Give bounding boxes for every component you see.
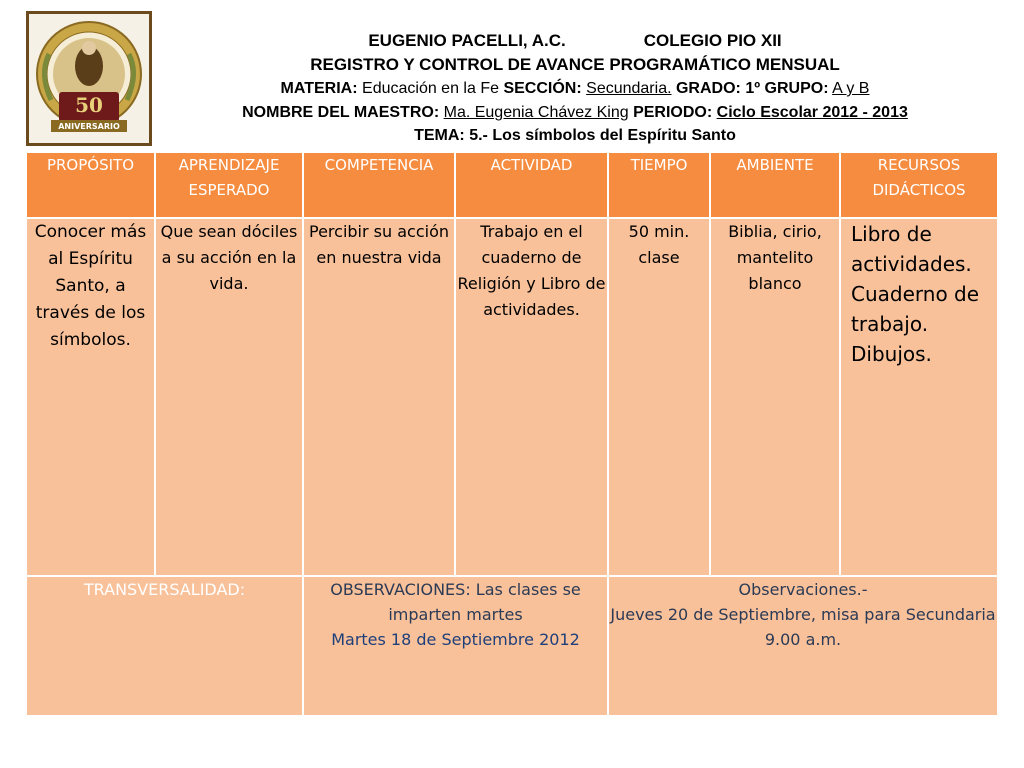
materia-label: MATERIA: — [280, 80, 358, 97]
maestro-value: Ma. Eugenia Chávez King — [443, 104, 629, 121]
header-cell: PROPÓSITO — [26, 152, 155, 218]
transversalidad-cell: TRANSVERSALIDAD: — [26, 576, 303, 716]
observaciones2-body: Jueves 20 de Septiembre, misa para Secundaria 9.00 a.m. — [610, 605, 996, 649]
table-header-row — [26, 152, 998, 218]
table-cell: Biblia, cirio, mantelito blanco — [710, 218, 840, 576]
table-row — [26, 218, 998, 576]
header-cell: AMBIENTE — [710, 152, 840, 218]
header-line-3 — [160, 79, 990, 98]
grado-label: GRADO: — [675, 80, 741, 97]
footer-row — [26, 576, 998, 716]
tema: TEMA: 5.- Los símbolos del Espíritu Santo — [414, 127, 736, 144]
table-cell: Que sean dóciles a su acción en la vida. — [155, 218, 303, 576]
header-cell: RECURSOS DIDÁCTICOS — [840, 152, 998, 218]
periodo-value: Ciclo Escolar 2012 - 2013 — [716, 104, 908, 121]
observaciones2-title: Observaciones.- — [738, 580, 868, 599]
observaciones-cell — [303, 576, 608, 716]
header-line-1 — [160, 31, 990, 50]
school-logo — [26, 11, 152, 146]
seccion-value: Secundaria. — [586, 80, 672, 97]
table-cell: Percibir su acción en nuestra vida — [303, 218, 455, 576]
grupo-label: GRUPO: — [764, 80, 829, 97]
seal-number: 50 — [75, 93, 103, 117]
grupo-value: A y B — [832, 80, 870, 97]
periodo-label: PERIODO: — [633, 104, 713, 121]
grado-value: 1º — [745, 80, 761, 97]
seccion-label: SECCIÓN: — [503, 80, 582, 97]
document-title: REGISTRO Y CONTROL DE AVANCE PROGRAMÁTICO MENSUAL — [310, 55, 840, 74]
header-cell: ACTIVIDAD — [455, 152, 608, 218]
observaciones-text: OBSERVACIONES: Las clases se imparten martes — [330, 580, 581, 624]
school-name: EUGENIO PACELLI, A.C. — [368, 31, 566, 50]
observaciones-date: Martes 18 de Septiembre 2012 — [331, 630, 580, 649]
table-cell: Libro de actividades. Cuaderno de trabajo. Dibujos. — [840, 218, 998, 576]
header-cell: APRENDIZAJE ESPERADO — [155, 152, 303, 218]
table-cell: Trabajo en el cuaderno de Religión y Libro de actividades. — [455, 218, 608, 576]
header-cell: COMPETENCIA — [303, 152, 455, 218]
header-cell: TIEMPO — [608, 152, 710, 218]
progress-table — [25, 151, 999, 717]
seal-label: ANIVERSARIO — [58, 122, 120, 131]
table-cell: Conocer más al Espíritu Santo, a través de los símbolos. — [26, 218, 155, 576]
maestro-label: NOMBRE DEL MAESTRO: — [242, 104, 440, 121]
header-line-4 — [160, 103, 990, 122]
materia-value: Educación en la Fe — [362, 80, 499, 97]
college-name: COLEGIO PIO XII — [643, 31, 782, 50]
anniversary-seal-icon — [29, 14, 149, 143]
table-cell: 50 min. clase — [608, 218, 710, 576]
observaciones2-cell — [608, 576, 998, 716]
